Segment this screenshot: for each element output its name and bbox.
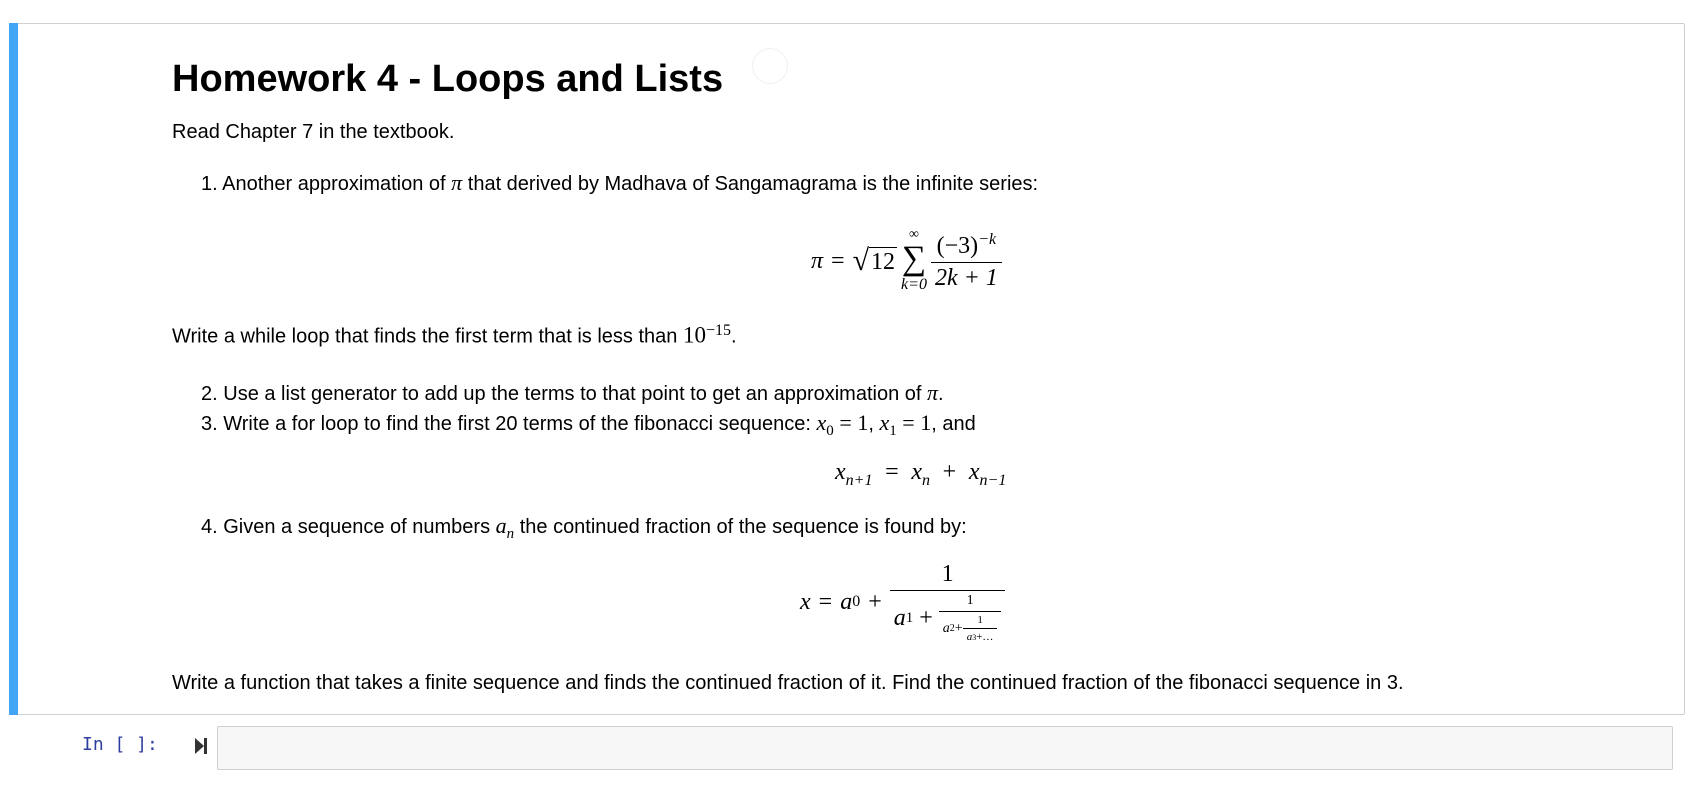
fraction-denominator — [963, 628, 998, 643]
var-a: a — [495, 513, 507, 538]
power-exponent: −15 — [705, 322, 732, 339]
var-x: x — [835, 459, 846, 485]
summation — [901, 228, 927, 294]
list-number: 1. — [201, 173, 218, 195]
subscript: n — [506, 526, 515, 542]
code-cell[interactable] — [0, 722, 1697, 792]
var-x: x — [911, 459, 922, 485]
subscript: n−1 — [979, 471, 1007, 489]
plus: + — [954, 620, 963, 636]
subscript: n — [922, 471, 930, 489]
paragraph-text: Write a while loop that finds the first term that is less than — [172, 325, 678, 348]
period: . — [731, 325, 737, 348]
run-cell-button[interactable] — [190, 734, 212, 758]
equals: = — [839, 410, 852, 435]
input-prompt: In [ ]: — [82, 734, 158, 755]
list-item-1 — [201, 170, 1038, 196]
sqrt-sign: √ — [852, 244, 870, 277]
item-text: Use a list generator to add up the terms to that point to get an approximation of — [223, 383, 922, 405]
sqrt-argument: 12 — [871, 249, 896, 275]
pi-symbol: π — [927, 380, 939, 405]
page-title: Homework 4 - Loops and Lists — [172, 58, 724, 100]
pi-series-equation — [811, 221, 1002, 301]
sum-upper-limit: ∞ — [909, 227, 919, 242]
closing-instruction: Write a function that takes a finite sequence and finds the continued fraction of it. Find the continued fraction of the fibonacci sequence in 3. — [172, 672, 1404, 694]
intro-text: Read Chapter 7 in the textbook. — [172, 121, 455, 143]
eq-equals: = — [831, 247, 845, 274]
item-text: Given a sequence of numbers — [223, 516, 491, 538]
outer-fraction — [890, 561, 1006, 643]
list-item-3 — [201, 410, 976, 440]
equals: = — [885, 459, 899, 485]
fraction-denominator: 2k + 1 — [931, 262, 1002, 292]
comma: , — [868, 413, 874, 435]
plus: + — [942, 459, 957, 485]
power-base: 10 — [682, 322, 706, 348]
item-text: that derived by Madhava of Sangamagrama is the infinite series: — [467, 173, 1039, 195]
var-a: a — [840, 588, 853, 615]
period: . — [938, 383, 944, 405]
subscript: 0 — [826, 423, 834, 439]
inner-fraction — [939, 593, 1002, 643]
sqrt-expression — [853, 246, 897, 276]
list-item-2 — [201, 380, 944, 406]
subscript: 1 — [889, 423, 897, 439]
list-number: 3. — [201, 413, 218, 435]
item-text: the continued fraction of the sequence is found by: — [519, 516, 967, 538]
eq-lhs: x — [800, 588, 811, 615]
equals: = — [902, 410, 915, 435]
var-x: x — [816, 410, 827, 435]
list-number: 2. — [201, 383, 218, 405]
fraction-denominator — [939, 611, 1002, 643]
subscript: 0 — [852, 593, 861, 610]
plus: + — [919, 604, 933, 631]
fraction-numerator — [933, 231, 1000, 262]
pi-symbol: π — [451, 170, 463, 195]
numerator-exponent: −k — [978, 230, 997, 248]
innermost-fraction — [963, 614, 998, 643]
ellipsis: +… — [976, 631, 994, 643]
value-one: 1 — [920, 410, 932, 435]
while-loop-instruction — [172, 322, 737, 349]
anchor-link-icon[interactable] — [752, 48, 788, 84]
fibonacci-recurrence-equation — [835, 458, 1006, 490]
sum-symbol: ∑ — [901, 240, 927, 277]
subscript: 3 — [972, 632, 977, 642]
var-a: a — [966, 631, 973, 643]
fraction-numerator: 1 — [966, 593, 974, 608]
eq-lhs: π — [811, 247, 824, 274]
code-input[interactable] — [217, 726, 1673, 770]
value-one: 1 — [857, 410, 869, 435]
var-x: x — [879, 410, 890, 435]
item-text: Write a for loop to find the first 20 terms of the fibonacci sequence: — [223, 413, 811, 435]
subscript: n+1 — [845, 471, 873, 489]
subscript: 2 — [949, 623, 955, 634]
series-fraction — [931, 231, 1002, 292]
sum-lower-limit: k=0 — [901, 276, 927, 293]
subscript: 1 — [905, 609, 914, 626]
item-text: Another approximation of — [222, 173, 446, 195]
fraction-numerator: 1 — [977, 614, 983, 626]
fraction-denominator — [890, 590, 1006, 643]
and-text: , and — [931, 413, 976, 435]
var-a: a — [942, 620, 950, 636]
var-x: x — [968, 459, 980, 485]
plus: + — [868, 588, 882, 615]
var-a: a — [893, 604, 906, 631]
list-number: 4. — [201, 516, 218, 538]
numerator-base: (−3) — [936, 232, 979, 259]
list-item-4 — [201, 513, 967, 543]
run-cell-icon — [194, 737, 208, 755]
cell-selection-bar — [9, 23, 18, 715]
equals: = — [818, 588, 833, 615]
continued-fraction-equation — [800, 556, 1005, 648]
fraction-numerator: 1 — [941, 561, 954, 587]
